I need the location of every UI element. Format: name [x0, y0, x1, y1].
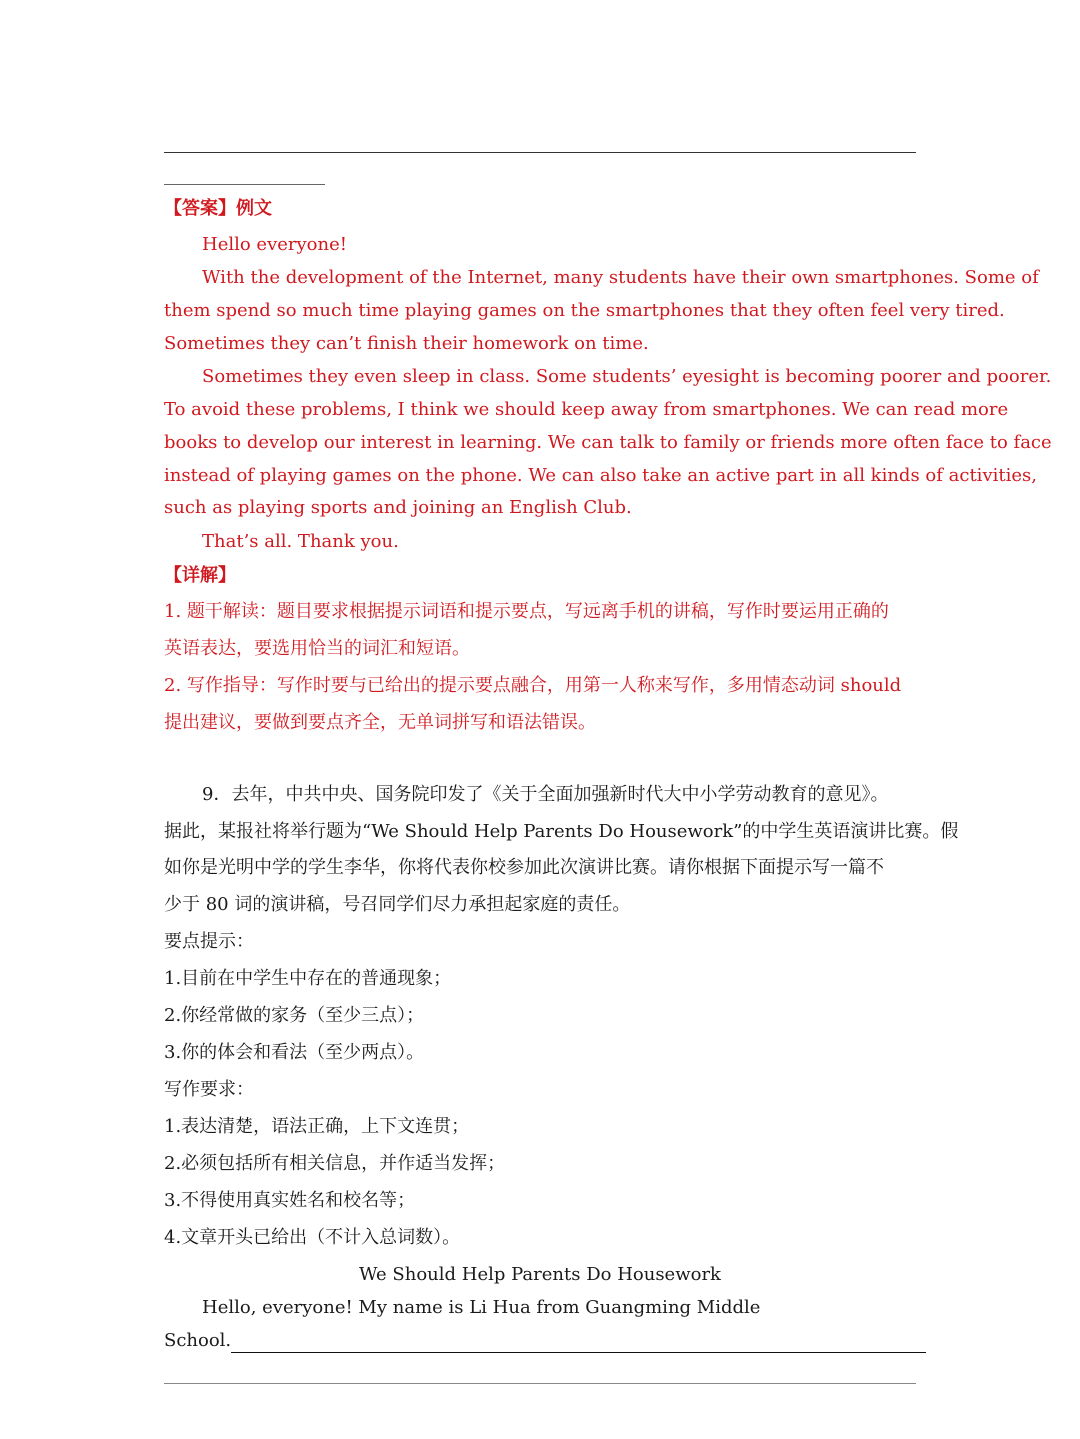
explain-line: 提出建议，要做到要点齐全，无单词拼写和语法错误。 — [164, 712, 596, 733]
header-rule — [164, 152, 916, 153]
question-line: 4.文章开头已给出（不计入总词数）。 — [164, 1227, 461, 1248]
question-line: 9．去年，中共中央、国务院印发了《关于全面加强新时代大中小学劳动教育的意见》。 — [202, 784, 889, 805]
answer-line: Hello everyone! — [202, 234, 347, 255]
question-line: 3.不得使用真实姓名和校名等； — [164, 1190, 416, 1211]
answer-heading: 【答案】例文 — [164, 198, 272, 219]
question-line: 写作要求： — [164, 1079, 254, 1100]
question-line: 少于 80 词的演讲稿，号召同学们尽力承担起家庭的责任。 — [164, 894, 631, 915]
explain-line: 2. 写作指导：写作时要与已给出的提示要点融合，用第一人称来写作，多用情态动词 should — [164, 675, 902, 696]
essay-start-text: School. — [164, 1330, 232, 1351]
answer-line: books to develop our interest in learning. We can talk to family or friends more often face to face — [164, 432, 1052, 453]
question-line: 1.表达清楚，语法正确，上下文连贯； — [164, 1116, 470, 1137]
question-line: 2.必须包括所有相关信息，并作适当发挥； — [164, 1153, 506, 1174]
footer-rule — [164, 1383, 916, 1384]
explain-heading: 【详解】 — [164, 565, 236, 586]
answer-line: With the development of the Internet, many students have their own smartphones. Some of — [202, 267, 1039, 288]
essay-start: Hello, everyone! My name is Li Hua from Guangming Middle — [202, 1297, 761, 1318]
answer-line: Sometimes they can’t finish their homework on time. — [164, 333, 649, 354]
answer-line: To avoid these problems, I think we should keep away from smartphones. We can read more — [164, 399, 1009, 420]
writing-blank[interactable] — [231, 1334, 926, 1353]
answer-line: That’s all. Thank you. — [202, 531, 399, 552]
answer-line: such as playing sports and joining an English Club. — [164, 497, 632, 518]
essay-title: We Should Help Parents Do Housework — [359, 1264, 721, 1285]
answer-line: Sometimes they even sleep in class. Some students’ eyesight is becoming poorer and poorer. — [202, 366, 1052, 387]
explain-line: 1. 题干解读：题目要求根据提示词语和提示要点，写远离手机的讲稿，写作时要运用正确的 — [164, 601, 889, 622]
question-line: 2.你经常做的家务（至少三点）； — [164, 1005, 425, 1026]
answer-line: instead of playing games on the phone. We can also take an active part in all kinds of activities, — [164, 465, 1037, 486]
question-line: 1.目前在中学生中存在的普通现象； — [164, 968, 452, 989]
question-line: 如你是光明中学的学生李华，你将代表你校参加此次演讲比赛。请你根据下面提示写一篇不 — [164, 857, 884, 878]
answer-line: them spend so much time playing games on the smartphones that they often feel very tired. — [164, 300, 1005, 321]
explain-line: 英语表达，要选用恰当的词汇和短语。 — [164, 638, 470, 659]
question-line: 据此，某报社将举行题为“We Should Help Parents Do Housework”的中学生英语演讲比赛。假 — [164, 821, 959, 842]
footnote-rule — [164, 184, 325, 185]
question-line: 3.你的体会和看法（至少两点）。 — [164, 1042, 425, 1063]
question-line: 要点提示： — [164, 931, 254, 952]
essay-start-continued — [164, 1329, 926, 1353]
